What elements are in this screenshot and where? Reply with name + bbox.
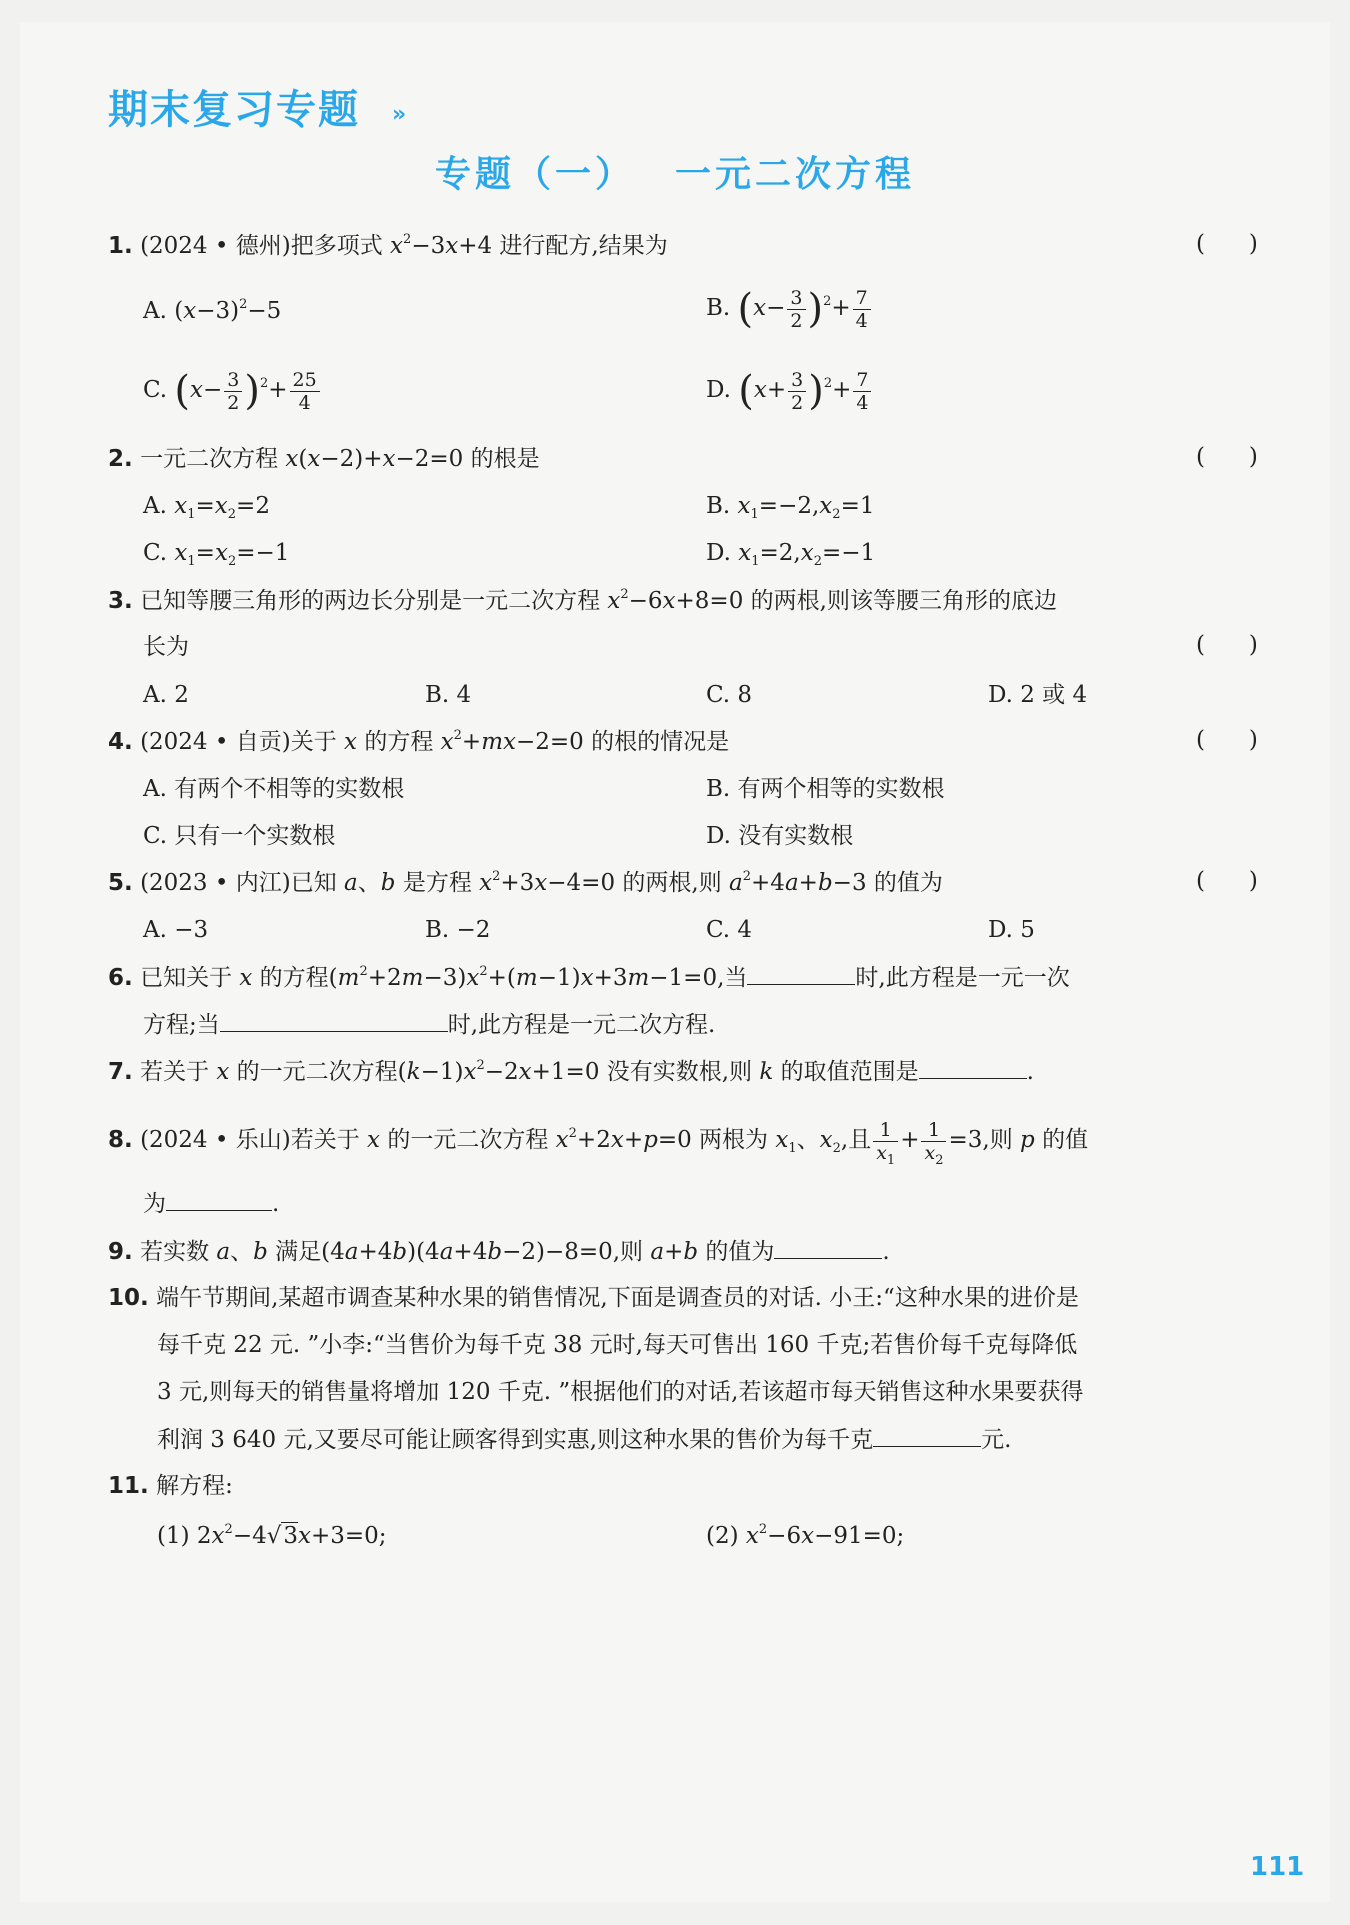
q3-option-c: C. 8 — [706, 682, 753, 708]
question-10-line-3: 3 元,则每天的销售量将增加 120 千克. ”根据他们的对话,若该超市每天销售这种水果要获得 — [157, 1379, 1084, 1405]
page-title: 专题（一） 一元二次方程 — [434, 153, 916, 195]
question-1: 1. (2024 • 德州)把多项式 $x^2-3x+4$ 进行配方,结果为 — [108, 232, 668, 259]
question-5: 5. (2023 • 内江)已知 a、b 是方程 $x^2+3x-4=0$ 的两根,则 $a^2+4a+b-3$ 的值为 — [108, 869, 943, 896]
question-10-line-2: 每千克 22 元. ”小李:“当售价为每千克 38 元时,每天可售出 160 千克;若售价每千克每降低 — [157, 1332, 1078, 1358]
q4-option-b: B. 有两个相等的实数根 — [706, 776, 945, 802]
q3-option-a: A. 2 — [143, 682, 189, 708]
q7-blank[interactable] — [919, 1056, 1027, 1079]
section-arrows-icon: » — [392, 102, 407, 127]
question-6: 6. 已知关于 x 的方程$(m^2+2m-3)x^2+(m-1)x+3m-1=0$,当 时,此方程是一元一次 — [108, 964, 1070, 991]
q5-option-c: C. 4 — [706, 917, 753, 943]
question-3-cont: 长为 — [143, 634, 189, 660]
answer-paren-4: ( ) — [1196, 727, 1258, 753]
q11-part-1: (1) $2x^2-4√3x+3=0$; — [157, 1522, 387, 1549]
q8-blank[interactable] — [166, 1188, 272, 1211]
q5-option-d: D. 5 — [988, 917, 1035, 943]
q6-blank-2[interactable] — [220, 1009, 448, 1032]
q1-option-c: C. (x− $\frac{3}{2}$ )$^2$+ $\frac{25}{4}$ — [143, 358, 322, 423]
question-2: 2. 一元二次方程 x(x−2)+x−2=0 的根是 — [108, 446, 540, 472]
answer-paren-1: ( ) — [1196, 231, 1258, 257]
question-4: 4. (2024 • 自贡)关于 x 的方程 $x^2+mx-2=0$ 的根的情况是 — [108, 728, 730, 755]
answer-paren-2: ( ) — [1196, 444, 1258, 470]
question-9: 9. 若实数 a、b 满足(4a+4b)(4a+4b−2)−8=0,则 a+b 的值为 . — [108, 1236, 890, 1267]
section-header: 期末复习专题 — [108, 87, 360, 133]
question-8-cont: 为 . — [143, 1188, 279, 1219]
page-number: 111 — [1250, 1852, 1305, 1882]
q1-option-b: B. (x− $\frac{3}{2}$ )$^2$+ $\frac{7}{4}$ — [706, 276, 873, 341]
q6-blank-1[interactable] — [747, 962, 855, 985]
question-7: 7. 若关于 x 的一元二次方程$(k-1)x^2-2x+1=0$ 没有实数根,则 k 的取值范围是 . — [108, 1058, 1034, 1085]
question-6-cont: 方程;当 时,此方程是一元二次方程. — [143, 1009, 715, 1040]
q5-option-a: A. −3 — [143, 917, 209, 943]
answer-paren-5: ( ) — [1196, 868, 1258, 894]
q10-blank[interactable] — [873, 1424, 981, 1447]
q3-option-d: D. 2 或 4 — [988, 682, 1088, 708]
answer-paren-3: ( ) — [1196, 632, 1258, 658]
question-3: 3. 已知等腰三角形的两边长分别是一元二次方程 $x^2-6x+8=0$ 的两根,则该等腰三角形的底边 — [108, 587, 1057, 614]
question-10: 10. 端午节期间,某超市调查某种水果的销售情况,下面是调查员的对话. 小王:“这种水果的进价是 — [108, 1285, 1079, 1311]
question-10-line-4: 利润 3 640 元,又要尽可能让顾客得到实惠,则这种水果的售价为每千克 元. — [157, 1424, 1011, 1455]
question-8: 8. (2024 • 乐山)若关于 x 的一元二次方程 $x^2+2x+p=0$ 两根为 $x_1$、$x_2$,且 $\frac{1}{x_1}$ + $\frac{1}{x_2}$ =3,则 p 的值 — [108, 1118, 1089, 1168]
q4-option-a: A. 有两个不相等的实数根 — [143, 776, 405, 802]
q11-part-2: (2) $x^2-6x-91=0$; — [706, 1522, 905, 1549]
q2-option-d: D. $x_1=2,x_2=-1$ — [706, 540, 876, 569]
q2-option-b: B. $x_1=-2,x_2=1$ — [706, 493, 875, 522]
q3-option-b: B. 4 — [425, 682, 472, 708]
q1-option-a: A. $(x-3)^2-5$ — [143, 297, 282, 324]
q9-blank[interactable] — [774, 1236, 882, 1259]
q2-option-a: A. $x_1=x_2=2$ — [143, 493, 270, 522]
q5-option-b: B. −2 — [425, 917, 491, 943]
q2-option-c: C. $x_1=x_2=-1$ — [143, 540, 290, 569]
question-11: 11. 解方程: — [108, 1473, 233, 1499]
q4-option-c: C. 只有一个实数根 — [143, 823, 336, 849]
q1-option-d: D. (x+ $\frac{3}{2}$ )$^2$+ $\frac{7}{4}$ — [706, 358, 873, 423]
q4-option-d: D. 没有实数根 — [706, 823, 854, 849]
